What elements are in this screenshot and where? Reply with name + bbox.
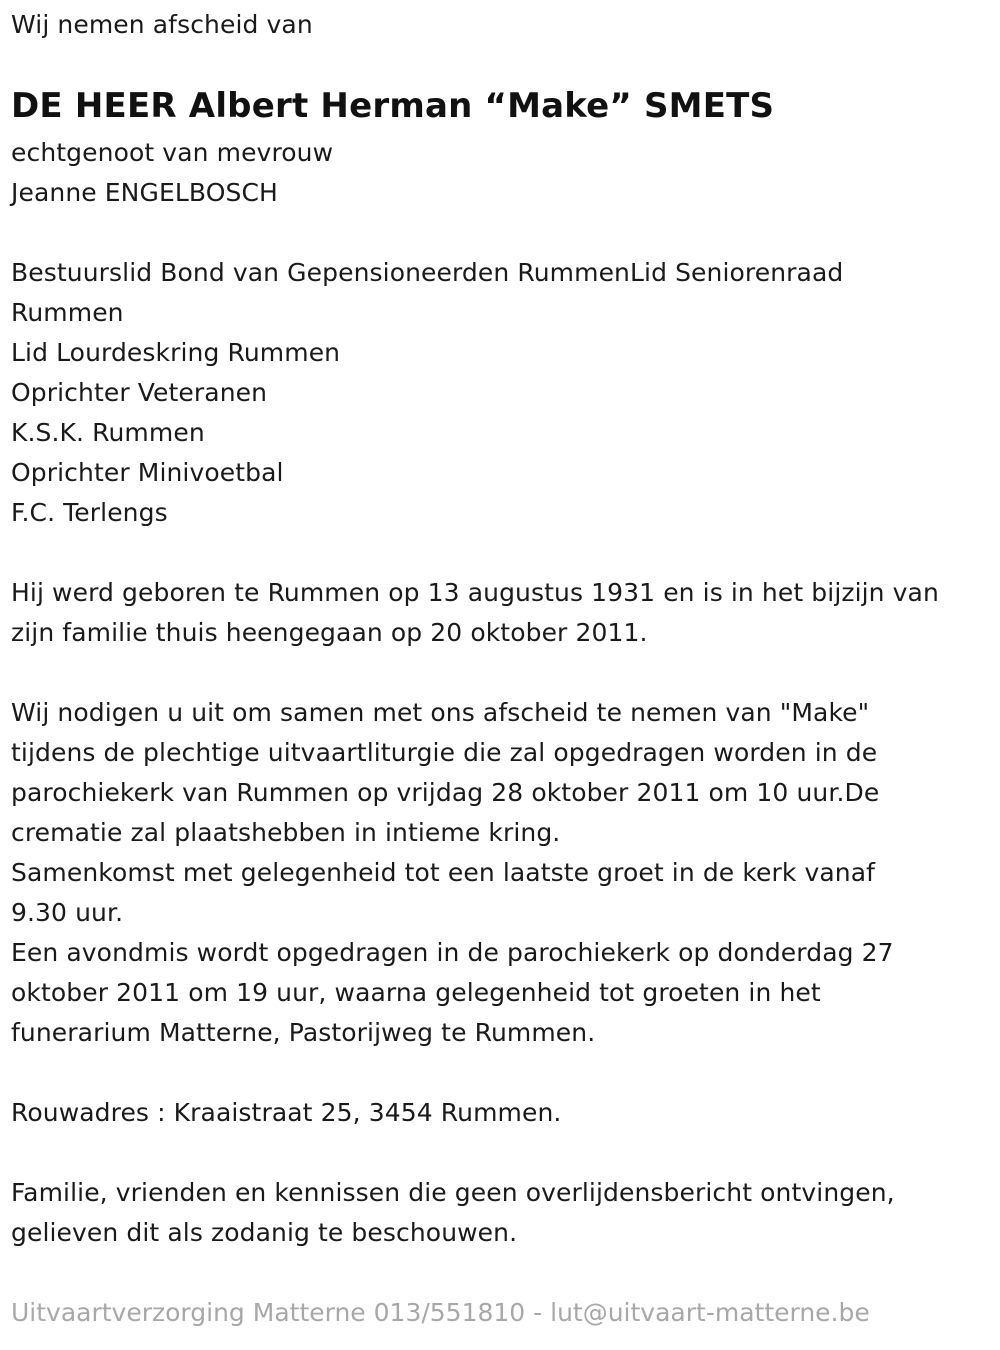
family-note-line: gelieven dit als zodanig te beschouwen. <box>11 1218 518 1247</box>
ceremony-section <box>11 693 894 1053</box>
role-line: K.S.K. Rummen <box>11 418 205 447</box>
funeral-home-footer: Uitvaartverzorging Matterne 013/551810 - lut@uitvaart-matterne.be <box>11 1298 870 1327</box>
ceremony-line: oktober 2011 om 19 uur, waarna gelegenheid tot groeten in het <box>11 978 821 1007</box>
intro-text: Wij nemen afscheid van <box>11 10 313 39</box>
roles-section <box>11 253 843 533</box>
birth-death-line: Hij werd geboren te Rummen op 13 augustus 1931 en is in het bijzijn van <box>11 578 939 607</box>
ceremony-line: crematie zal plaatshebben in intieme kring. <box>11 818 561 847</box>
spouse-name: Jeanne ENGELBOSCH <box>11 178 278 207</box>
ceremony-line: tijdens de plechtige uitvaartliturgie die zal opgedragen worden in de <box>11 738 878 767</box>
ceremony-line: 9.30 uur. <box>11 898 124 927</box>
spouse-line: echtgenoot van mevrouw <box>11 138 334 167</box>
family-note-section <box>11 1173 895 1253</box>
birth-death-line: zijn familie thuis heengegaan op 20 oktober 2011. <box>11 618 648 647</box>
deceased-name: DE HEER Albert Herman “Make” SMETS <box>11 86 775 126</box>
ceremony-line: funerarium Matterne, Pastorijweg te Rummen. <box>11 1018 596 1047</box>
mourning-address: Rouwadres : Kraaistraat 25, 3454 Rummen. <box>11 1098 562 1127</box>
mourning-address-section <box>11 1093 561 1133</box>
role-line: Oprichter Minivoetbal <box>11 458 284 487</box>
role-line: Oprichter Veteranen <box>11 378 268 407</box>
role-line: Lid Lourdeskring Rummen <box>11 338 341 367</box>
role-line: F.C. Terlengs <box>11 498 168 527</box>
family-note-line: Familie, vrienden en kennissen die geen overlijdensbericht ontvingen, <box>11 1178 895 1207</box>
ceremony-line: Wij nodigen u uit om samen met ons afscheid te nemen van "Make" <box>11 698 870 727</box>
ceremony-line: Een avondmis wordt opgedragen in de parochiekerk op donderdag 27 <box>11 938 894 967</box>
ceremony-line: parochiekerk van Rummen op vrijdag 28 oktober 2011 om 10 uur.De <box>11 778 880 807</box>
birth-death-section <box>11 573 939 653</box>
role-line: Bestuurslid Bond van Gepensioneerden RummenLid Seniorenraad <box>11 258 844 287</box>
ceremony-line: Samenkomst met gelegenheid tot een laatste groet in de kerk vanaf <box>11 858 876 887</box>
spouse-section <box>11 133 333 213</box>
role-line: Rummen <box>11 298 124 327</box>
